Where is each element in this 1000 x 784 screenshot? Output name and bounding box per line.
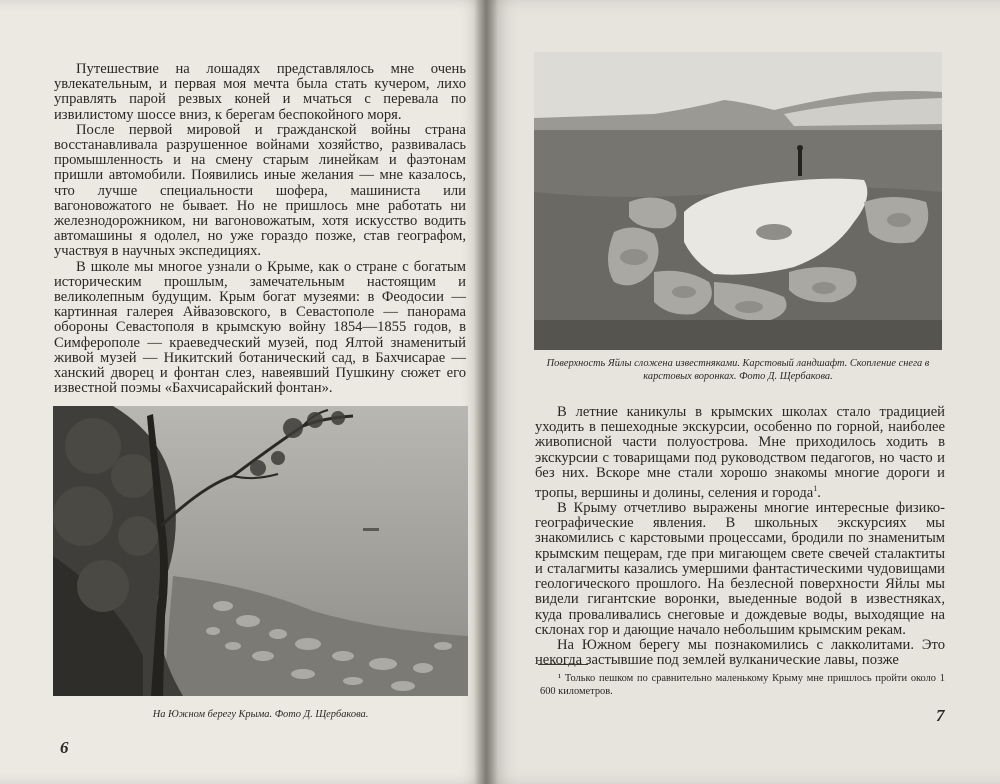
photo-caption-coast: На Южном берегу Крыма. Фото Д. Щербакова. xyxy=(152,709,369,720)
photo-caption-karst: Поверхность Яйлы сложена известняками. Карстовый ландшафт. Скопление снега в карстовых воронках. Фото Д. Щербакова. xyxy=(546,358,930,382)
photo-karst-landscape xyxy=(534,52,942,350)
left-page-text xyxy=(54,62,466,396)
page-number-left: 6 xyxy=(60,738,69,757)
paragraph: В Крыму отчетливо выражены многие интересные физико-географические явления. В школьных экскурсиях мы знакомились с карстовыми процессами, бродили по знаменитым крымским пещерам, где при мигающем свете свечей сталактиты и сталагмиты казались умершими фантастическими чудовищами геологического прошлого. На безлесной поверхности Яйлы мы видели гигантские воронки, выеденные водой в известняках, куда проваливались снеговые и дождевые воды, выходящие на склонах гор и дающие начало небольшим крымским рекам. xyxy=(535,500,945,638)
paragraph-text: В летние каникулы в крымских школах стало традицией уходить в пешеходные экскурсии, особенно по горной, наиболее живописной части полуострова. Мне приходилось ходить в экскурсии с товарищами под руководством педагогов, но часто и без них. Вскоре мне стали хорошо знакомы многие дороги и тропы, вершины и долины, селения и города xyxy=(535,404,945,501)
paragraph: В летние каникулы в крымских школах стало традицией уходить в пешеходные экскурсии, особенно по горной, наиболее живописной части полуострова. Мне приходилось ходить в экскурсии с товарищами под руководством педагогов, но часто и без них. Вскоре мне стали хорошо знакомы многие дороги и тропы, вершины и долины, селения и города$^1$. xyxy=(535,404,945,501)
paragraph: На Южном берегу мы познакомились с лакколитами. Это некогда застывшие под землей вулканические лавы, позже xyxy=(535,636,945,669)
paragraph: Путешествие на лошадях представлялось мне очень увлекательным, и первая моя мечта была стать кучером, лихо управлять парой резвых коней и мчаться с перевала по извилистому шоссе вниз, к берегам беспокойного моря. xyxy=(54,61,466,123)
paragraph: После первой мировой и гражданской войны страна восстанавливала разрушенное войнами хозяйство, развивалась промышленность и на смену старым линейкам и фаэтонам пришли автомобили. Появились иные желания — мне казалось, что лучше специальности шофера, машиниста или вагоновожатого не бывает. Но не пришлось мне работать ни железнодорожником, ни вагоновожатым, хотя искусство водить автомашины я одолел, но уже гораздо позже, став географом, участвуя в научных экспедициях. xyxy=(54,121,466,260)
coast-photo-drawing xyxy=(53,406,468,696)
karst-photo-drawing xyxy=(534,52,942,350)
page-number-right: 7 xyxy=(936,706,945,725)
footnote-marker: 1 xyxy=(813,484,818,494)
footnote xyxy=(540,672,945,698)
footnote-text: ¹ Только пешком по сравнительно маленькому Крыму мне пришлось пройти около 1 600 километров. xyxy=(540,673,945,697)
paragraph: В школе мы многое узнали о Крыме, как о стране с богатым историческим прошлым, замечательным настоящим и великолепным будущим. Крым богат музеями: в Феодосии — картинная галерея Айвазовского, в Севастополе — панорама обороны Севастополя в крымскую войну 1854—1855 годов, в Симферополе — краеведческий музей, под Ялтой знаменитый живой музей — Никитский ботанический сад, в Бахчисарае — ханский дворец и фонтан слез, навеявший Пушкину сюжет его известной поэмы «Бахчисарайский фонтан». xyxy=(54,258,466,397)
photo-southern-coast xyxy=(53,406,468,696)
footnote-divider xyxy=(538,664,588,665)
book-gutter xyxy=(474,0,498,784)
right-page-text xyxy=(535,405,945,668)
